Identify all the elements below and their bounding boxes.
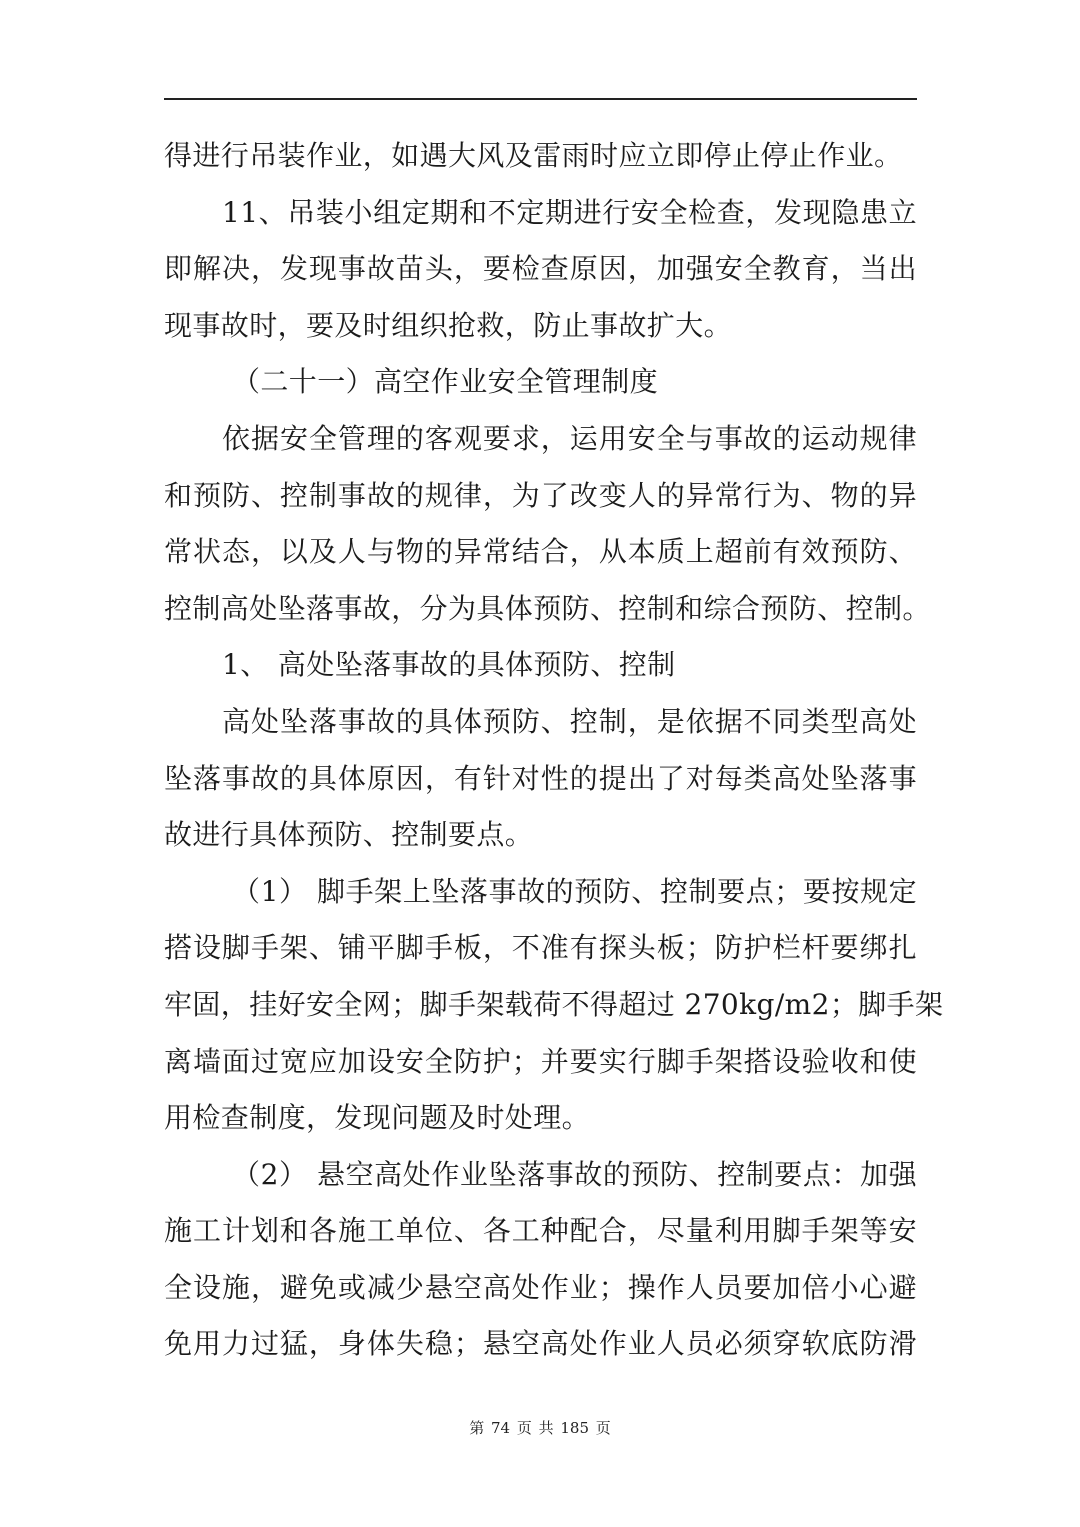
body-line: 和预防、控制事故的规律，为了改变人的异常行为、物的异 bbox=[164, 478, 917, 512]
body-line: 即解决，发现事故苗头，要检查原因，加强安全教育，当出 bbox=[164, 252, 917, 286]
section-heading: （二十一）高空作业安全管理制度 bbox=[232, 365, 659, 399]
body-line: 11、吊装小组定期和不定期进行安全检查，发现隐患立 bbox=[222, 195, 917, 229]
body-line: 全设施，避免或减少悬空高处作业；操作人员要加倍小心避 bbox=[164, 1270, 917, 1304]
body-line: 坠落事故的具体原因，有针对性的提出了对每类高处坠落事 bbox=[164, 761, 917, 795]
body-line: 现事故时，要及时组织抢救，防止事故扩大。 bbox=[164, 308, 733, 342]
body-line: 依据安全管理的客观要求，运用安全与事故的运动规律 bbox=[222, 421, 917, 455]
page-body bbox=[164, 128, 944, 1373]
header-rule bbox=[164, 98, 917, 100]
body-line: 施工计划和各施工单位、各工种配合，尽量利用脚手架等安 bbox=[164, 1214, 917, 1248]
body-line: 搭设脚手架、铺平脚手板，不准有探头板；防护栏杆要绑扎 bbox=[164, 931, 917, 965]
body-line: （2） 悬空高处作业坠落事故的预防、控制要点：加强 bbox=[232, 1157, 917, 1191]
page-number-footer: 第 74 页 共 185 页 bbox=[469, 1419, 611, 1437]
body-line: 故进行具体预防、控制要点。 bbox=[164, 818, 534, 852]
body-line: 免用力过猛，身体失稳；悬空高处作业人员必须穿软底防滑 bbox=[164, 1327, 917, 1361]
body-line: 牢固，挂好安全网；脚手架载荷不得超过 270kg/m2；脚手架 bbox=[164, 987, 944, 1021]
body-line: 常状态，以及人与物的异常结合，从本质上超前有效预防、 bbox=[164, 535, 917, 569]
body-line: 控制高处坠落事故，分为具体预防、控制和综合预防、控制。 bbox=[164, 591, 931, 625]
body-line: （1） 脚手架上坠落事故的预防、控制要点；要按规定 bbox=[232, 874, 917, 908]
body-line: 用检查制度，发现问题及时处理。 bbox=[164, 1101, 591, 1135]
body-line: 离墙面过宽应加设安全防护；并要实行脚手架搭设验收和使 bbox=[164, 1044, 917, 1078]
body-line: 高处坠落事故的具体预防、控制，是依据不同类型高处 bbox=[222, 704, 917, 738]
subsection-heading: 1、 高处坠落事故的具体预防、控制 bbox=[222, 648, 676, 682]
body-line: 得进行吊装作业，如遇大风及雷雨时应立即停止停止作业。 bbox=[164, 139, 903, 172]
